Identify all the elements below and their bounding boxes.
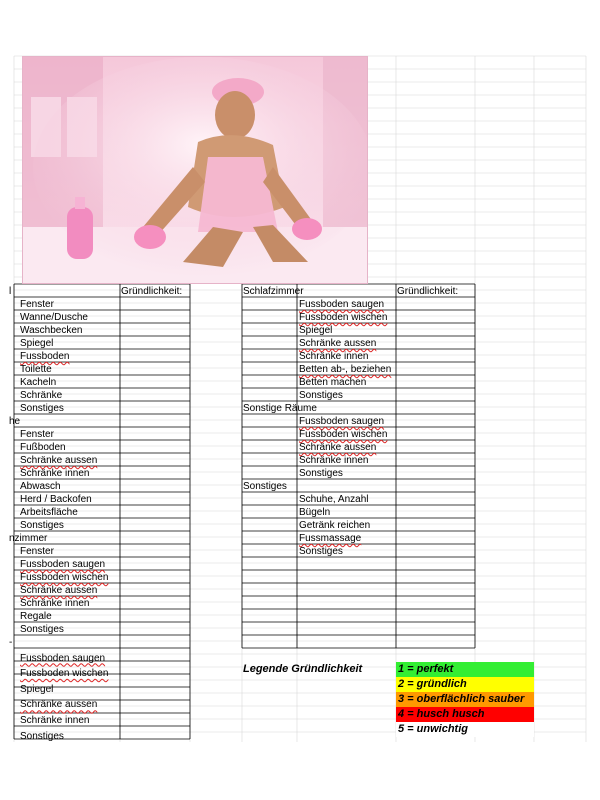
right-task-cell[interactable]: Fussboden saugen <box>299 416 385 427</box>
legend-item: 4 = husch husch <box>396 707 534 722</box>
left-task-cell[interactable]: Schränke <box>20 390 63 401</box>
legend-title: Legende Gründlichkeit <box>243 663 363 675</box>
left-task-cell[interactable]: Fussboden saugen <box>20 559 106 570</box>
left-task-cell[interactable]: Sonstiges <box>20 624 64 635</box>
left-task-cell[interactable]: Arbeitsfläche <box>20 507 78 518</box>
right-task-cell[interactable]: Schränke innen <box>299 351 369 362</box>
left-header-thoroughness[interactable]: Gründlichkeit: <box>121 286 183 297</box>
left-task-cell[interactable]: Fußboden <box>20 442 66 453</box>
right-task-cell[interactable]: Bügeln <box>299 507 331 518</box>
right-task-cell[interactable]: Schränke innen <box>299 455 369 466</box>
right-task-cell[interactable]: Sonstige Räume <box>243 403 317 414</box>
left-task-cell[interactable]: Schränke aussen <box>20 699 98 711</box>
right-task-cell[interactable]: Sonstiges <box>299 468 343 479</box>
right-task-cell[interactable]: Fussboden saugen <box>299 299 385 310</box>
right-task-cell[interactable]: Spiegel <box>299 325 333 336</box>
left-task-cell[interactable]: Fussboden wischen <box>20 668 109 680</box>
right-task-cell[interactable]: Schlafzimmer <box>243 286 304 297</box>
right-task-cell[interactable]: Schränke aussen <box>299 338 377 349</box>
right-task-cell[interactable]: Schuhe, Anzahl <box>299 494 369 505</box>
right-task-cell[interactable]: Fussboden wischen <box>299 429 388 440</box>
right-task-cell[interactable]: Betten ab-, beziehen <box>299 364 392 375</box>
left-task-cell[interactable]: Schränke aussen <box>20 455 98 466</box>
legend-item: 5 = unwichtig <box>396 722 534 737</box>
right-task-cell[interactable]: Sonstiges <box>243 481 287 492</box>
left-task-cell[interactable]: Schränke innen <box>20 598 90 609</box>
legend-item: 2 = gründlich <box>396 677 534 692</box>
legend-item: 1 = perfekt <box>396 662 534 677</box>
left-task-cell[interactable]: Fussboden wischen <box>20 572 109 583</box>
left-task-cell[interactable]: Spiegel <box>20 683 54 695</box>
left-task-cell[interactable]: Schränke innen <box>20 468 90 479</box>
left-task-cell[interactable]: Waschbecken <box>20 325 83 336</box>
left-task-cell[interactable]: Abwasch <box>20 481 61 492</box>
left-task-cell[interactable]: - <box>9 637 13 648</box>
left-task-cell[interactable]: he <box>9 416 21 427</box>
right-task-cell[interactable]: Schränke aussen <box>299 442 377 453</box>
right-task-cell[interactable]: Fussmassage <box>299 533 362 544</box>
left-task-cell[interactable]: Fussboden <box>20 351 70 362</box>
left-task-cell[interactable]: Sonstiges <box>20 520 64 531</box>
left-task-cell[interactable]: Fenster <box>20 546 54 557</box>
left-task-cell[interactable]: Wanne/Dusche <box>20 312 88 323</box>
left-task-cell[interactable]: Kacheln <box>20 377 57 388</box>
cleaning-man-photo-icon[interactable] <box>22 56 368 284</box>
right-task-cell[interactable]: Getränk reichen <box>299 520 371 531</box>
right-task-cell[interactable]: Betten machen <box>299 377 367 388</box>
left-task-cell[interactable]: Schränke aussen <box>20 585 98 596</box>
left-task-cell[interactable]: Sonstiges <box>20 730 64 742</box>
left-task-cell[interactable]: Spiegel <box>20 338 54 349</box>
left-task-cell[interactable]: Fenster <box>20 429 54 440</box>
left-task-cell[interactable]: Sonstiges <box>20 403 64 414</box>
left-task-cell[interactable]: Schränke innen <box>20 715 90 726</box>
left-task-cell[interactable]: nzimmer <box>9 533 48 544</box>
right-task-cell[interactable]: Sonstiges <box>299 390 343 401</box>
right-task-cell[interactable]: Fussboden wischen <box>299 312 388 323</box>
legend-item: 3 = oberflächlich sauber <box>396 692 534 707</box>
left-task-cell[interactable]: Regale <box>20 611 52 622</box>
left-task-cell[interactable]: Fussboden saugen <box>20 652 106 664</box>
right-header-thoroughness[interactable]: Gründlichkeit: <box>397 286 459 297</box>
left-task-cell[interactable]: Fenster <box>20 299 54 310</box>
left-task-cell[interactable]: Toilette <box>20 364 52 375</box>
left-task-cell[interactable]: Herd / Backofen <box>20 494 92 505</box>
right-task-cell[interactable]: Sonstiges <box>299 546 343 557</box>
left-task-cell[interactable]: l <box>9 286 12 297</box>
